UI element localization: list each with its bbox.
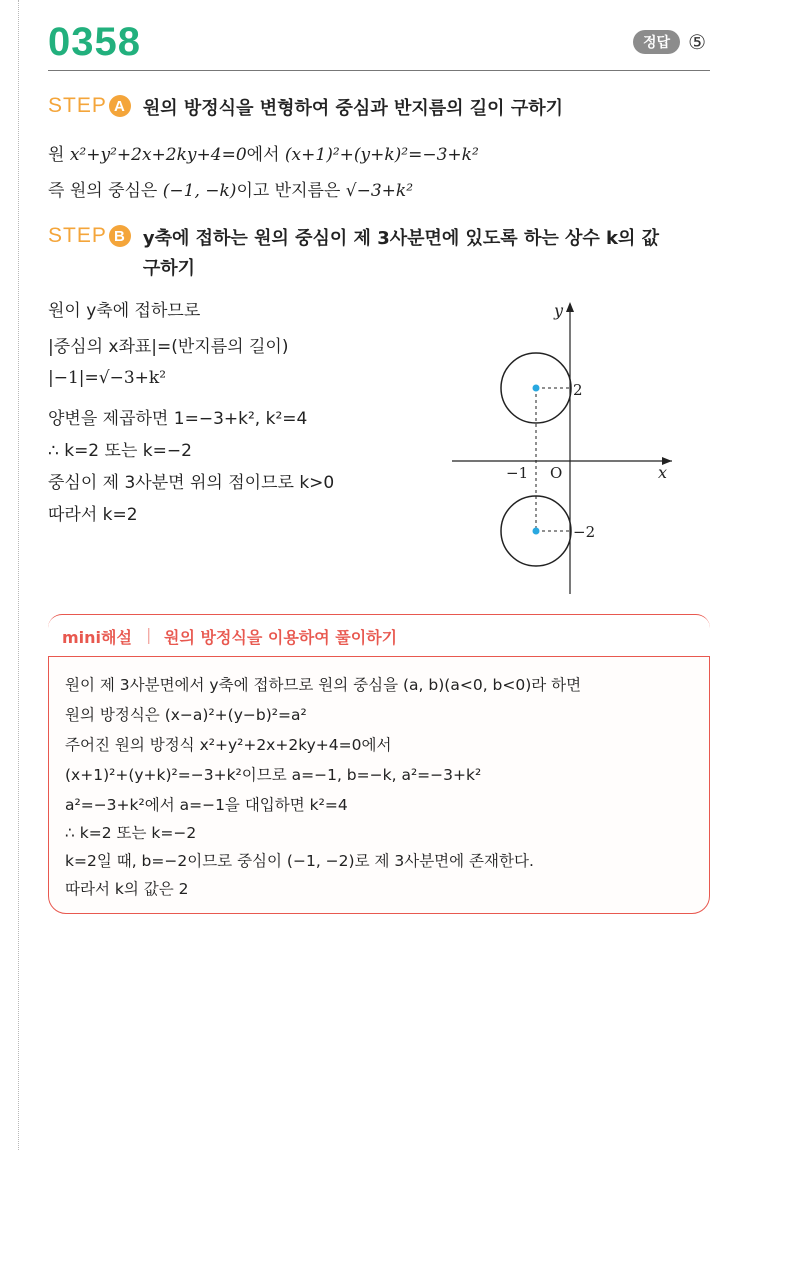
step-b-line-2: |중심의 x좌표|=(반지름의 길이) bbox=[48, 337, 289, 357]
problem-number: 0358 bbox=[48, 20, 141, 64]
mini-line-6: ∴ k=2 또는 k=−2 bbox=[65, 824, 197, 842]
step-b-line-4: 양변을 제곱하면 1=−3+k², k²=4 bbox=[48, 409, 308, 429]
mini-tag: mini해설 bbox=[62, 628, 132, 647]
step-b-line-1: 원이 y축에 접하므로 bbox=[48, 301, 201, 321]
problem-header bbox=[48, 18, 710, 71]
y-axis-arrow bbox=[566, 302, 574, 312]
mini-line-3: 주어진 원의 방정식 x²+y²+2x+2ky+4=0에서 bbox=[65, 736, 392, 754]
page-margin-line bbox=[18, 0, 19, 1150]
origin-label: O bbox=[550, 464, 563, 482]
step-a-equation: x²+y²+2x+2ky+4=0 bbox=[69, 145, 247, 165]
mini-line-7: k=2일 때, b=−2이므로 중심이 (−1, −2)로 제 3사분면에 존재한다. bbox=[65, 852, 534, 870]
mini-explanation-header bbox=[48, 614, 710, 655]
step-b-label bbox=[48, 224, 131, 248]
mini-explanation-box bbox=[48, 656, 710, 914]
y-tick-neg2-label: −2 bbox=[573, 523, 596, 541]
step-a-label bbox=[48, 94, 131, 118]
step-a-center: (−1, −k) bbox=[162, 181, 237, 201]
step-a-line-1 bbox=[48, 140, 479, 165]
step-a-completed-square: (x+1)²+(y+k)²=−3+k² bbox=[284, 145, 479, 165]
mini-line-1: 원이 제 3사분면에서 y축에 접하므로 원의 중심을 (a, b)(a<0, b<0)라 하면 bbox=[65, 676, 582, 694]
step-b-line-6: 중심이 제 3사분면 위의 점이므로 k>0 bbox=[48, 473, 335, 493]
x-tick-neg1-label: −1 bbox=[506, 464, 529, 482]
step-b-word: STEP bbox=[48, 224, 107, 247]
step-b-line-3: |−1|=√−3+k² bbox=[48, 368, 167, 388]
step-a-heading bbox=[48, 94, 563, 124]
step-a-letter: A bbox=[109, 95, 131, 117]
step-b-line-5: ∴ k=2 또는 k=−2 bbox=[48, 441, 192, 461]
step-b-heading bbox=[48, 224, 659, 284]
step-b-line-7: 따라서 k=2 bbox=[48, 505, 138, 525]
step-a-word: STEP bbox=[48, 94, 107, 117]
step-a-line-2-mid: 이고 반지름은 bbox=[236, 181, 341, 201]
step-a-title: 원의 방정식을 변형하여 중심과 반지름의 길이 구하기 bbox=[142, 98, 563, 119]
answer-area bbox=[633, 30, 706, 54]
step-a-line-1-mid: 에서 bbox=[246, 145, 280, 165]
mini-line-4: (x+1)²+(y+k)²=−3+k²이므로 a=−1, b=−k, a²=−3+k² bbox=[65, 766, 482, 784]
mini-line-8: 따라서 k의 값은 2 bbox=[65, 880, 189, 898]
step-a-line-1-pre: 원 bbox=[48, 145, 65, 165]
x-axis-label: x bbox=[658, 463, 668, 482]
step-b-title bbox=[143, 224, 659, 284]
step-b-letter: B bbox=[109, 225, 131, 247]
answer-badge: 정답 bbox=[633, 30, 680, 54]
mini-separator: | bbox=[146, 625, 152, 644]
mini-title: 원의 방정식을 이용하여 풀이하기 bbox=[164, 628, 398, 647]
mini-line-2: 원의 방정식은 (x−a)²+(y−b)²=a² bbox=[65, 706, 307, 724]
y-tick-2-label: 2 bbox=[573, 381, 583, 399]
y-axis-label: y bbox=[554, 301, 564, 320]
answer-value: ⑤ bbox=[688, 30, 706, 54]
step-b-title-line-2: 구하기 bbox=[142, 258, 196, 279]
circle-graph bbox=[450, 296, 680, 596]
lower-center-point bbox=[533, 528, 540, 535]
mini-line-5: a²=−3+k²에서 a=−1을 대입하면 k²=4 bbox=[65, 796, 348, 814]
step-b-title-line-1: y축에 접하는 원의 중심이 제 3사분면에 있도록 하는 상수 k의 값 bbox=[142, 228, 660, 249]
step-a-line-2-pre: 즉 원의 중심은 bbox=[48, 181, 158, 201]
upper-center-point bbox=[533, 385, 540, 392]
step-a-line-2 bbox=[48, 176, 413, 201]
step-a-radius: √−3+k² bbox=[345, 181, 414, 201]
